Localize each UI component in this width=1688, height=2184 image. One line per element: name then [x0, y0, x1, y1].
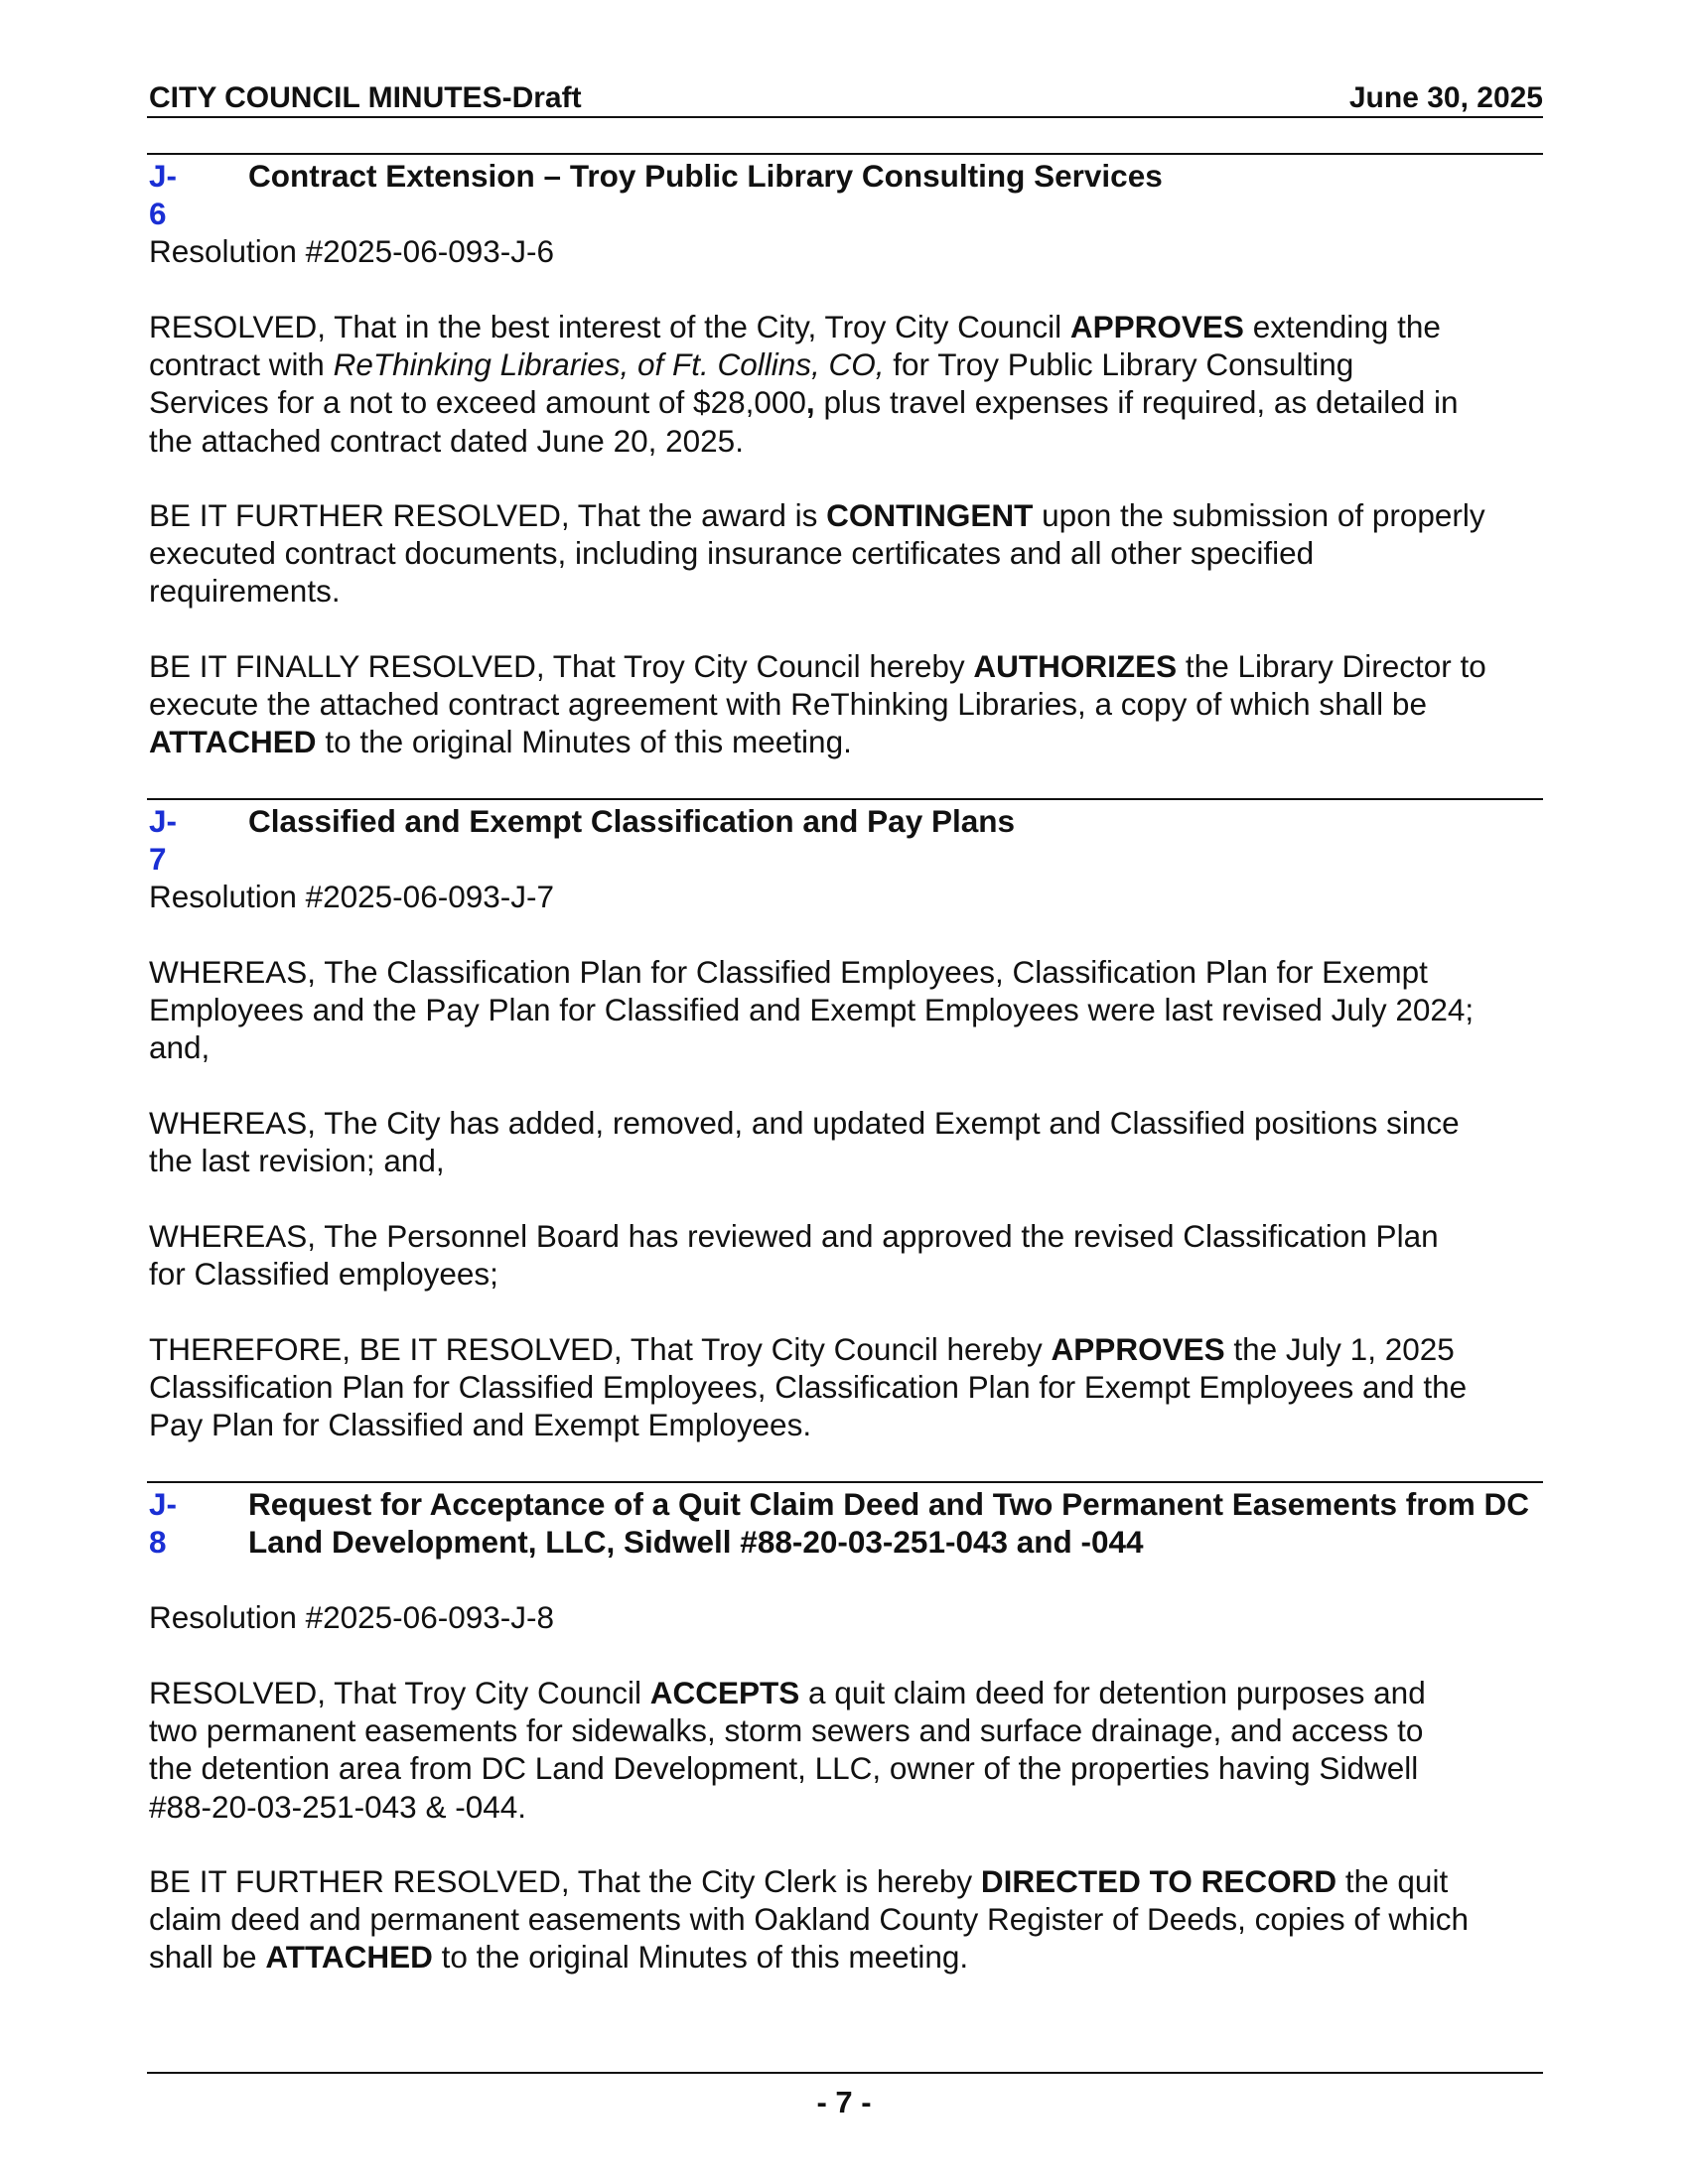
section-title: Request for Acceptance of a Quit Claim Deed and Two Permanent Easements from DC Land Development, LLC, Sidwell #88-20-03-251-043 and -044 — [248, 1486, 1530, 1560]
resolution-paragraph: BE IT FURTHER RESOLVED, That the award is CONTINGENT upon the submission of properly executed contract documents, including insurance certificates and all other specified requirements. — [149, 497, 1485, 610]
resolution-number: Resolution #2025-06-093-J-8 — [149, 1599, 555, 1635]
resolution-number: Resolution #2025-06-093-J-6 — [149, 233, 555, 269]
italic-text: ReThinking Libraries, of Ft. Collins, CO, — [333, 346, 885, 383]
section-title: Classified and Exempt Classification and Pay Plans — [248, 803, 1016, 839]
section-divider — [147, 153, 1543, 155]
resolution-paragraph: WHEREAS, The City has added, removed, and updated Exempt and Classified positions since the last revision; and, — [149, 1105, 1460, 1179]
resolution-number: Resolution #2025-06-093-J-7 — [149, 879, 555, 914]
section-divider — [147, 798, 1543, 800]
meeting-date: June 30, 2025 — [1348, 81, 1543, 114]
emphasis-text: ATTACHED — [265, 1939, 433, 1976]
resolution-paragraph: RESOLVED, That in the best interest of the City, Troy City Council APPROVES extending the contract with ReThinking Libraries, of Ft. Collins, CO, for Troy Public Library Consulting Services for a not to exceed amount of $28,000, plus travel expenses if required, as detailed in the attached contract dated June 20, 2025. — [149, 309, 1459, 459]
section-code: J-8 — [149, 1486, 178, 1560]
section-code: J-7 — [149, 803, 178, 877]
resolution-paragraph: THEREFORE, BE IT RESOLVED, That Troy City Council hereby APPROVES the July 1, 2025 Classification Plan for Classified Employees, Classification Plan for Exempt Employees and the Pay Plan for Classified and Exempt Employees. — [149, 1331, 1468, 1443]
resolution-paragraph: WHEREAS, The Classification Plan for Classified Employees, Classification Plan for Exempt Employees and the Pay Plan for Classified and Exempt Employees were last revised July 2024; and, — [149, 954, 1475, 1066]
resolution-paragraph: BE IT FINALLY RESOLVED, That Troy City Council hereby AUTHORIZES the Library Director to execute the attached contract agreement with ReThinking Libraries, a copy of which shall be ATTACHED to the original Minutes of this meeting. — [149, 648, 1486, 760]
document-title: CITY COUNCIL MINUTES-Draft — [149, 81, 582, 114]
emphasis-text: , — [805, 384, 815, 421]
emphasis-text: CONTINGENT — [826, 497, 1034, 533]
page-header — [147, 81, 1543, 115]
resolution-paragraph: BE IT FURTHER RESOLVED, That the City Clerk is hereby DIRECTED TO RECORD the quit claim deed and permanent easements with Oakland County Register of Deeds, copies of which shall be ATTACHED to the original Minutes of this meeting. — [149, 1863, 1469, 1976]
emphasis-text: APPROVES — [1069, 309, 1244, 344]
footer-rule — [147, 2072, 1543, 2074]
section-code: J-6 — [149, 158, 178, 231]
emphasis-text: DIRECTED TO RECORD — [980, 1863, 1337, 1899]
resolution-paragraph: WHEREAS, The Personnel Board has reviewed and approved the revised Classification Plan for Classified employees; — [149, 1218, 1439, 1293]
header-rule — [147, 116, 1543, 118]
emphasis-text: APPROVES — [1051, 1331, 1225, 1367]
emphasis-text: ACCEPTS — [649, 1675, 800, 1710]
page-number: - 7 - — [816, 2085, 872, 2119]
section-title: Contract Extension – Troy Public Library Consulting Services — [248, 158, 1163, 194]
section-divider — [147, 1481, 1543, 1483]
emphasis-text: ATTACHED — [149, 724, 317, 760]
emphasis-text: AUTHORIZES — [973, 648, 1178, 684]
resolution-paragraph: RESOLVED, That Troy City Council ACCEPTS a quit claim deed for detention purposes and two permanent easements for sidewalks, storm sewers and surface drainage, and access to the detention area from DC Land Development, LLC, owner of the properties having Sidwell #88-20-03-251-043 & -044. — [149, 1675, 1426, 1825]
